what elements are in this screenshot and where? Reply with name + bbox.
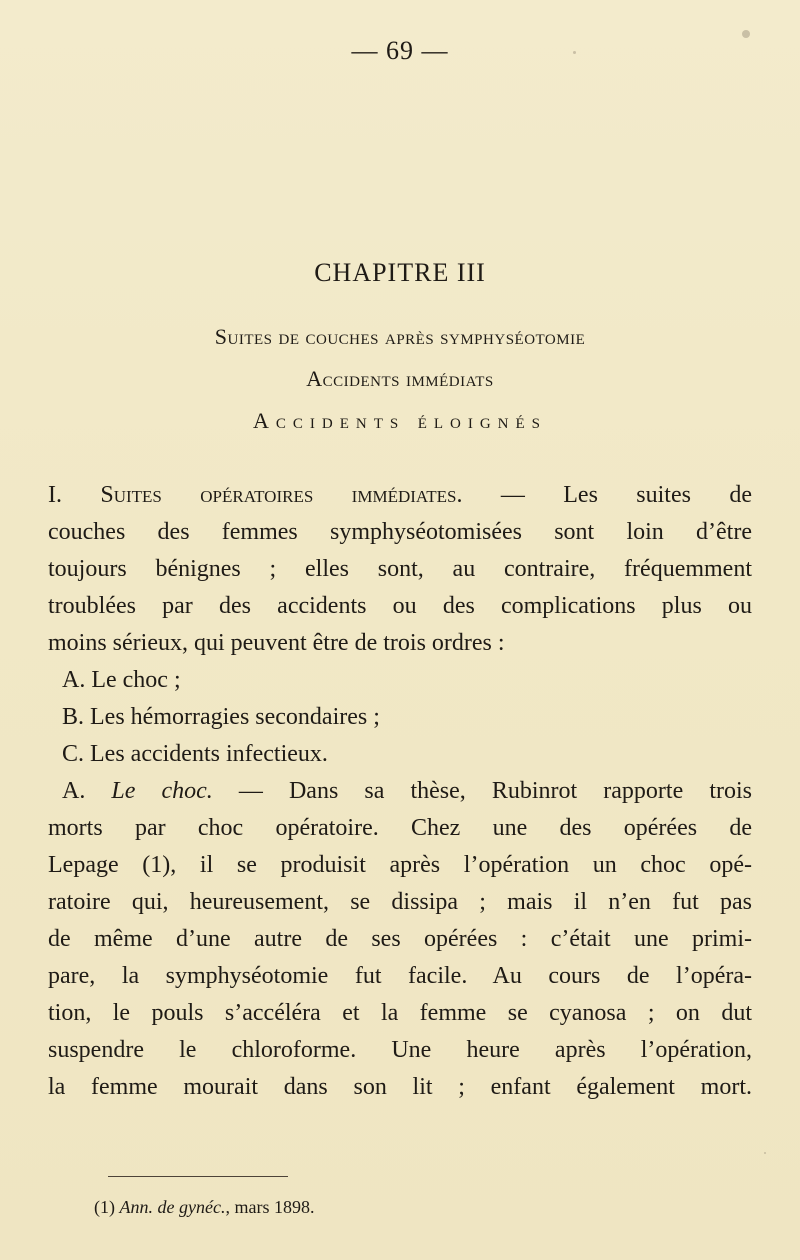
body-line: ratoire qui, heureusement, se dissipa ; mais il n’en fut pas xyxy=(48,889,752,915)
list-item: A. Le choc ; xyxy=(62,667,181,693)
footnote-text: , mars 1898. xyxy=(225,1197,315,1217)
paper-speck xyxy=(764,1152,766,1154)
chapter-subtitle: Accidents éloignés xyxy=(252,408,548,433)
body-line: la femme mourait dans son lit ; enfant également mort. xyxy=(48,1074,752,1100)
body-line: pare, la symphyséotomie fut facile. Au cours de l’opéra- xyxy=(48,963,752,989)
chapter-subtitle: Suites de couches après symphyséotomie xyxy=(214,324,586,349)
body-text: — Les suites de xyxy=(462,482,752,508)
footnote-marker: (1) xyxy=(94,1197,115,1217)
chapter-title: CHAPITRE III xyxy=(314,258,486,287)
section-heading: I. Suites opératoires immédiates. xyxy=(48,482,463,508)
body-line: troublées par des accidents ou des complications plus ou xyxy=(48,593,752,619)
footnote-source: Ann. de gynéc. xyxy=(119,1197,226,1217)
footnote-rule xyxy=(108,1176,288,1177)
body-line: moins sérieux, qui peuvent être de trois ordres : xyxy=(48,630,505,656)
subsection-title: Le choc. xyxy=(111,778,213,804)
list-item: B. Les hémorragies secondaires ; xyxy=(62,704,380,730)
body-line: couches des femmes symphyséotomisées sont loin d’être xyxy=(48,519,752,545)
footnote xyxy=(94,1197,314,1218)
chapter-subtitle: Accidents immédiats xyxy=(306,366,494,391)
body-line xyxy=(48,483,752,507)
body-line: morts par choc opératoire. Chez une des opérées de xyxy=(48,815,752,841)
body-text: — Dans sa thèse, Rubinrot rapporte trois xyxy=(212,778,752,804)
body-text: A. xyxy=(62,778,112,804)
body-line: tion, le pouls s’accéléra et la femme se cyanosa ; on dut xyxy=(48,1000,752,1026)
page-number: — 69 — xyxy=(351,36,449,65)
body-line: Lepage (1), il se produisit après l’opération un choc opé- xyxy=(48,852,752,878)
body-line: suspendre le chloroforme. Une heure après l’opération, xyxy=(48,1037,752,1063)
body-line: toujours bénignes ; elles sont, au contraire, fréquemment xyxy=(48,556,752,582)
body-line xyxy=(62,779,752,803)
list-item: C. Les accidents infectieux. xyxy=(62,741,328,767)
body-line: de même d’une autre de ses opérées : c’était une primi- xyxy=(48,926,752,952)
